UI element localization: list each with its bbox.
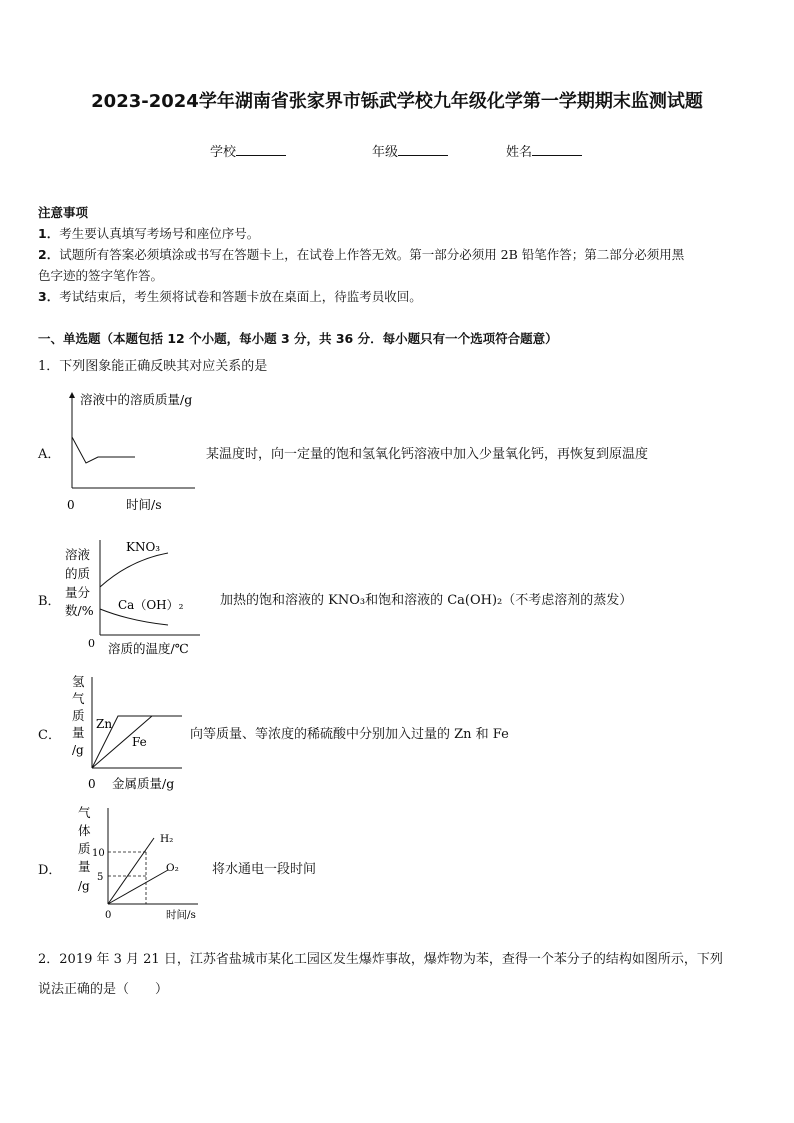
graph-c-xlabel: 金属质量/g <box>112 776 175 791</box>
school-blank <box>236 143 286 156</box>
graph-a-origin: 0 <box>67 498 75 512</box>
question-2-line-2: 说法正确的是（ ） <box>38 982 169 997</box>
note-item-3: 3．考试结束后，考生须将试卷和答题卡放在桌面上，待监考员收回。 <box>38 289 422 304</box>
graph-d-ylabel-2: 体 <box>78 823 91 838</box>
note-item-2-cont: 色字迹的签字笔作答。 <box>38 268 164 283</box>
graph-b-ylabel-2: 的质 <box>65 566 91 581</box>
graph-c-ylabel-3: 质 <box>72 708 85 723</box>
name-label: 姓名 <box>506 145 533 160</box>
graph-b-ylabel-3: 量分 <box>65 585 91 600</box>
graph-c-ylabel-2: 气 <box>72 691 85 706</box>
graph-d-ylabel-5: /g <box>78 879 90 893</box>
option-c-label: C． <box>38 728 61 743</box>
grade-label: 年级 <box>372 145 399 160</box>
school-field <box>210 141 286 160</box>
graph-c-zn-label: Zn <box>96 717 113 731</box>
school-label: 学校 <box>210 145 237 160</box>
graph-b-caoh2-label: Ca（OH）₂ <box>118 598 184 612</box>
graph-d-h2-line <box>108 838 154 904</box>
graph-d-ylabel-3: 质 <box>78 841 91 856</box>
graph-c-ylabel-4: 量 <box>72 725 85 740</box>
option-d-desc: 将水通电一段时间 <box>212 862 317 877</box>
graph-d-xlabel: 时间/s <box>166 909 196 921</box>
graph-b-xlabel: 溶质的温度/℃ <box>108 641 189 656</box>
graph-a-curve <box>72 437 135 463</box>
graph-d-o2-label: O₂ <box>166 862 179 874</box>
name-field <box>506 141 582 160</box>
graph-b-ylabel-4: 数/% <box>65 603 94 618</box>
notes-heading: 注意事项 <box>38 205 89 220</box>
note-item-1: 1．考生要认真填写考场号和座位序号。 <box>38 226 260 241</box>
graph-c-fe-label: Fe <box>132 735 147 749</box>
graph-a <box>60 385 210 515</box>
option-a-label: A． <box>38 447 61 462</box>
graph-d-origin: 0 <box>105 910 112 921</box>
graph-d-ylabel-4: 量 <box>78 859 91 874</box>
graph-d-ylabel-1: 气 <box>78 805 91 820</box>
graph-b-origin: 0 <box>88 637 95 650</box>
section-heading: 一、单选题（本题包括 12 个小题，每小题 3 分，共 36 分．每小题只有一个选项符合题意） <box>38 331 558 346</box>
option-b-label: B． <box>38 594 61 609</box>
graph-b-kno3-label: KNO₃ <box>126 540 161 554</box>
grade-field <box>372 141 448 160</box>
note-item-2: 2．试题所有答案必须填涂或书写在答题卡上，在试卷上作答无效。第一部分必须用 2B 铅笔作答；第二部分必须用黑 <box>38 247 685 262</box>
graph-c <box>60 672 190 794</box>
graph-b <box>60 535 210 660</box>
grade-blank <box>398 143 448 156</box>
question-2-line-1: 2．2019 年 3 月 21 日，江苏省盐城市某化工园区发生爆炸事故，爆炸物为苯，查得一个苯分子的结构如图所示，下列 <box>38 952 723 967</box>
option-a-desc: 某温度时，向一定量的饱和氢氧化钙溶液中加入少量氧化钙，再恢复到原温度 <box>206 447 649 462</box>
graph-d <box>70 800 210 926</box>
graph-a-xlabel: 时间/s <box>126 497 162 512</box>
option-b-desc: 加热的饱和溶液的 KNO₃和饱和溶液的 Ca(OH)₂（不考虑溶剂的蒸发） <box>220 593 633 608</box>
graph-d-tick-10: 10 <box>92 848 105 859</box>
graph-d-h2-label: H₂ <box>160 833 174 845</box>
graph-a-ylabel: 溶液中的溶质质量/g <box>80 392 193 407</box>
graph-d-o2-line <box>108 870 168 904</box>
page-title: 2023-2024学年湖南省张家界市铄武学校九年级化学第一学期期末监测试题 <box>91 91 703 112</box>
option-c-desc: 向等质量、等浓度的稀硫酸中分别加入过量的 Zn 和 Fe <box>190 727 509 742</box>
graph-c-origin: 0 <box>88 777 96 791</box>
graph-d-tick-5: 5 <box>97 872 104 883</box>
graph-c-ylabel-1: 氢 <box>72 674 85 689</box>
graph-c-ylabel-5: /g <box>72 743 84 757</box>
option-d-label: D． <box>38 863 62 878</box>
graph-b-ylabel-1: 溶液 <box>65 547 91 562</box>
question-1-stem: 1．下列图象能正确反映其对应关系的是 <box>38 359 268 374</box>
graph-b-kno3-curve <box>100 553 168 587</box>
name-blank <box>532 143 582 156</box>
